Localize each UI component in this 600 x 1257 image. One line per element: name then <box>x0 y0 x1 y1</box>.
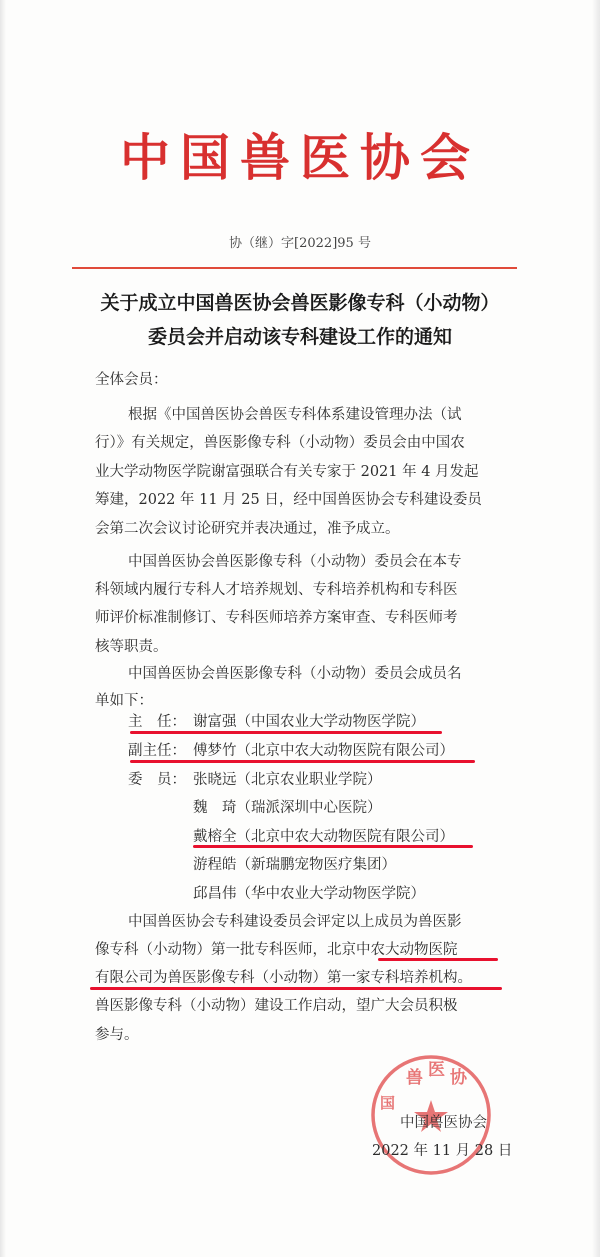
paragraph-4-line: 兽医影像专科（小动物）建设工作启动，望广大会员积极 <box>95 998 458 1014</box>
svg-text:协: 协 <box>450 1068 467 1088</box>
paragraph-3-line: 中国兽医协会兽医影像专科（小动物）委员会成员名 <box>128 666 462 682</box>
paragraph-4-line: 有限公司为兽医影像专科（小动物）第一家专科培养机构。 <box>95 970 472 986</box>
member-entry: 邱昌伟（华中农业大学动物医学院） <box>193 886 425 902</box>
paragraph-1-line: 业大学动物医学院谢富强联合有关专家于 2021 年 4 月发起 <box>95 464 479 480</box>
svg-text:国: 国 <box>380 1094 396 1112</box>
svg-text:医: 医 <box>428 1060 445 1080</box>
letterhead-title: 中国兽医协会 <box>120 128 480 187</box>
chair-highlight-underline <box>130 731 442 734</box>
signature-organization: 中国兽医协会 <box>400 1115 487 1131</box>
paragraph-1-line: 筹建，2022 年 11 月 25 日，经中国兽医协会专科建设委员 <box>95 492 482 508</box>
paragraph-4-line: 像专科（小动物）第一批专科医师，北京中农大动物医院 <box>95 942 458 958</box>
paragraph-3-line: 单如下： <box>95 693 153 709</box>
paragraph-2-line: 科领域内履行专科人才培养规划、专科培养机构和专科医 <box>95 582 458 598</box>
paragraph-1-line: 行）》有关规定，兽医影像专科（小动物）委员会由中国农 <box>95 435 465 451</box>
paragraph-4-line: 中国兽医协会专科建设委员会评定以上成员为兽医影 <box>128 914 462 930</box>
paragraph-1-line: 会第二次会议讨论研究并表决通过，准予成立。 <box>95 521 400 537</box>
vice-chair-name: 傅梦竹（北京中农大动物医院有限公司） <box>193 743 454 759</box>
paragraph-2-line: 中国兽医协会兽医影像专科（小动物）委员会在本专 <box>128 554 462 570</box>
members-label: 委 员： <box>128 772 186 788</box>
signature-date: 2022 年 11 月 28 日 <box>372 1143 513 1159</box>
member-entry: 戴榕全（北京中农大动物医院有限公司） <box>193 829 454 845</box>
member-entry: 张晓远（北京农业职业学院） <box>193 772 382 788</box>
letterhead-divider <box>72 267 517 269</box>
institution-highlight-underline <box>378 958 498 961</box>
notice-title-line-1: 关于成立中国兽医协会兽医影像专科（小动物） <box>100 292 500 314</box>
paragraph-2-line: 师评价标准制修订、专科医师培养方案审查、专科医师考 <box>95 610 458 626</box>
member-entry: 游程皓（新瑞鹏宠物医疗集团） <box>193 857 396 873</box>
paragraph-1-line: 根据《中国兽医协会兽医专科体系建设管理办法（试 <box>128 407 462 423</box>
member-entry: 魏 琦（瑞派深圳中心医院） <box>193 800 382 816</box>
svg-text:兽: 兽 <box>406 1068 423 1088</box>
paragraph-4-line: 参与。 <box>95 1027 139 1043</box>
notice-title-line-2: 委员会并启动该专科建设工作的通知 <box>147 326 452 348</box>
vice-chair-highlight-underline <box>130 760 475 763</box>
chair-label: 主 任： <box>128 714 186 730</box>
chair-name: 谢富强（中国农业大学动物医学院） <box>193 714 425 730</box>
paragraph-2-line: 核等职责。 <box>95 639 168 655</box>
member-highlight-underline <box>193 845 473 848</box>
institution-highlight-underline <box>90 987 502 990</box>
salutation: 全体会员： <box>95 372 168 388</box>
vice-chair-label: 副主任： <box>128 743 186 759</box>
document-number: 协（继）字[2022]95 号 <box>229 236 371 251</box>
